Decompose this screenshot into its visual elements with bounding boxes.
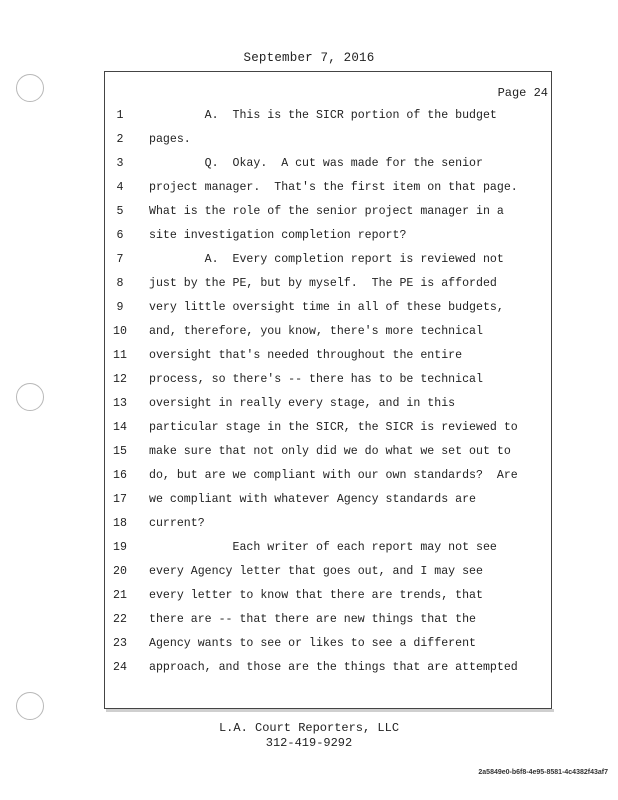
line-number: 24 xyxy=(113,661,127,674)
line-number: 16 xyxy=(113,469,127,482)
line-number: 17 xyxy=(113,493,127,506)
line-text: pages. xyxy=(149,133,191,146)
line-text: A. Every completion report is reviewed not xyxy=(149,253,504,266)
line-text: What is the role of the senior project manager in a xyxy=(149,205,504,218)
line-number: 4 xyxy=(116,181,124,194)
line-text: do, but are we compliant with our own standards? Are xyxy=(149,469,518,482)
transcript-line xyxy=(0,611,618,629)
transcript-line xyxy=(0,515,618,533)
line-text: project manager. That's the first item on that page. xyxy=(149,181,518,194)
transcript-line xyxy=(0,491,618,509)
page-number-label: Page 24 xyxy=(497,86,548,100)
transcript-line xyxy=(0,443,618,461)
transcript-line xyxy=(0,467,618,485)
line-text: process, so there's -- there has to be technical xyxy=(149,373,483,386)
binder-hole-bottom xyxy=(16,692,44,720)
transcript-line xyxy=(0,419,618,437)
transcript-line xyxy=(0,299,618,317)
line-text: Q. Okay. A cut was made for the senior xyxy=(149,157,483,170)
line-number: 19 xyxy=(113,541,127,554)
line-text: every Agency letter that goes out, and I may see xyxy=(149,565,483,578)
transcript-line xyxy=(0,323,618,341)
line-text: there are -- that there are new things that the xyxy=(149,613,476,626)
transcript-line xyxy=(0,659,618,677)
line-number: 15 xyxy=(113,445,127,458)
line-text: Agency wants to see or likes to see a different xyxy=(149,637,476,650)
transcript-line xyxy=(0,371,618,389)
transcript-line xyxy=(0,179,618,197)
document-hash-id: 2a5849e0-b6f8-4e95-8581-4c4382f43af7 xyxy=(478,769,608,776)
line-text: oversight that's needed throughout the entire xyxy=(149,349,463,362)
line-text: very little oversight time in all of these budgets, xyxy=(149,301,504,314)
line-number: 14 xyxy=(113,421,127,434)
line-number: 8 xyxy=(116,277,124,290)
line-number: 21 xyxy=(113,589,127,602)
line-number: 6 xyxy=(116,229,124,242)
page-frame-shadow xyxy=(106,709,554,712)
line-number: 18 xyxy=(113,517,127,530)
court-reporter-name: L.A. Court Reporters, LLC xyxy=(218,721,400,735)
line-number: 2 xyxy=(116,133,124,146)
line-text: approach, and those are the things that are attempted xyxy=(149,661,518,674)
transcript-line xyxy=(0,347,618,365)
line-number: 22 xyxy=(113,613,127,626)
line-text: just by the PE, but by myself. The PE is afforded xyxy=(149,277,497,290)
line-text: every letter to know that there are trends, that xyxy=(149,589,483,602)
line-number: 11 xyxy=(113,349,127,362)
line-number: 10 xyxy=(113,325,127,338)
transcript-line xyxy=(0,635,618,653)
line-text: particular stage in the SICR, the SICR is reviewed to xyxy=(149,421,518,434)
line-number: 3 xyxy=(116,157,124,170)
line-number: 20 xyxy=(113,565,127,578)
transcript-line xyxy=(0,203,618,221)
line-number: 1 xyxy=(116,109,124,122)
binder-hole-top xyxy=(16,74,44,102)
line-number: 13 xyxy=(113,397,127,410)
line-text: site investigation completion report? xyxy=(149,229,407,242)
transcript-line xyxy=(0,563,618,581)
line-number: 9 xyxy=(116,301,124,314)
line-text: make sure that not only did we do what we set out to xyxy=(149,445,511,458)
transcript-line xyxy=(0,131,618,149)
line-text: current? xyxy=(149,517,205,530)
line-text: Each writer of each report may not see xyxy=(149,541,497,554)
line-text: and, therefore, you know, there's more technical xyxy=(149,325,483,338)
transcript-line xyxy=(0,155,618,173)
line-number: 7 xyxy=(116,253,124,266)
line-number: 12 xyxy=(113,373,127,386)
transcript-date-header: September 7, 2016 xyxy=(243,51,375,65)
line-text: we compliant with whatever Agency standards are xyxy=(149,493,476,506)
transcript-line xyxy=(0,539,618,557)
court-reporter-phone: 312-419-9292 xyxy=(265,736,353,750)
transcript-line xyxy=(0,587,618,605)
line-number: 5 xyxy=(116,205,124,218)
transcript-line xyxy=(0,395,618,413)
line-text: oversight in really every stage, and in this xyxy=(149,397,456,410)
transcript-line xyxy=(0,251,618,269)
transcript-line xyxy=(0,227,618,245)
line-text: A. This is the SICR portion of the budget xyxy=(149,109,497,122)
transcript-line xyxy=(0,275,618,293)
transcript-line xyxy=(0,107,618,125)
line-number: 23 xyxy=(113,637,127,650)
